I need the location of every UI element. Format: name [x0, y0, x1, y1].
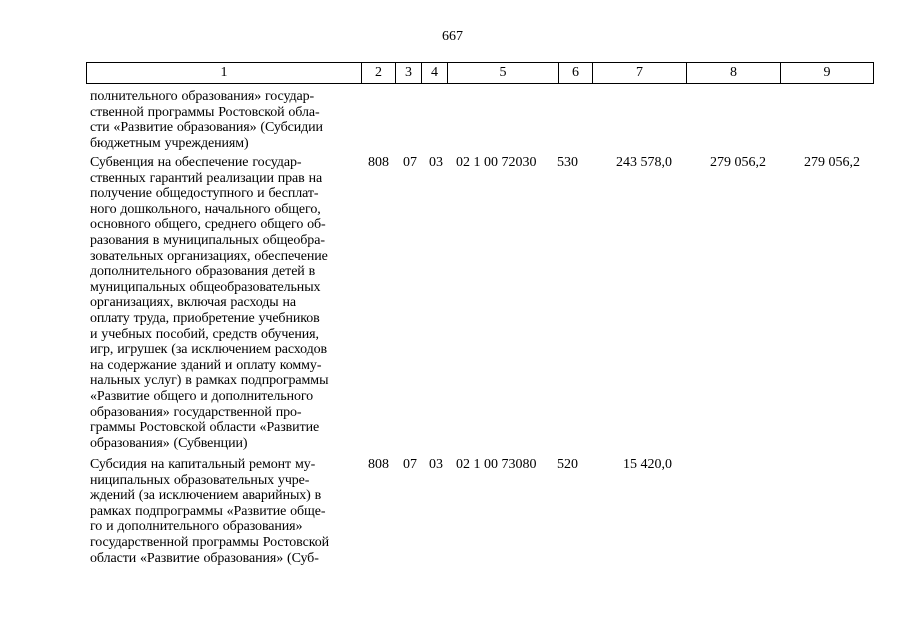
cell-amount-year1: 243 578,0	[616, 155, 672, 170]
cell-section: 07	[403, 155, 417, 170]
cell-expense-type: 530	[557, 155, 578, 170]
description-line: бюджетным учреждениям)	[90, 135, 249, 151]
description-line: зовательных организациях, обеспечение	[90, 248, 328, 264]
column-number-6: 6	[559, 63, 593, 84]
column-number-8: 8	[687, 63, 781, 84]
description-line: ственных гарантий реализации прав на	[90, 170, 323, 186]
description-line: получение общедоступного и бесплат-	[90, 186, 319, 202]
description-line: рамках подпрограммы «Развитие обще-	[90, 503, 326, 519]
cell-target-article: 02 1 00 72030	[456, 155, 537, 170]
description-line: и учебных пособий, средств обучения,	[90, 326, 319, 342]
description-line: ственной программы Ростовской обла-	[90, 104, 320, 120]
cell-ministry-code: 808	[368, 457, 389, 472]
description-line: государственной программы Ростовской	[90, 534, 330, 550]
description-line: организациях, включая расходы на	[90, 295, 296, 311]
column-number-3: 3	[396, 63, 422, 84]
description-line: го и дополнительного образования»	[90, 519, 303, 535]
description-line: на содержание зданий и оплату комму-	[90, 357, 322, 373]
column-number-1: 1	[87, 63, 362, 84]
column-number-2: 2	[362, 63, 396, 84]
description-line: «Развитие общего и дополнительного	[90, 388, 314, 404]
page-number: 667	[442, 29, 463, 44]
description-line: нальных услуг) в рамках подпрограммы	[90, 373, 329, 389]
cell-amount-year3: 279 056,2	[804, 155, 860, 170]
description-line: игр, игрушек (за исключением расходов	[90, 342, 328, 358]
description-line: Субвенция на обеспечение государ-	[90, 155, 302, 170]
description-line: образования» государственной про-	[90, 404, 302, 420]
row-description-continued	[90, 89, 354, 151]
description-line: основного общего, среднего общего об-	[90, 217, 326, 233]
column-number-header	[86, 62, 874, 84]
description-line: разования в муниципальных общеобра-	[90, 232, 325, 248]
column-number-4: 4	[422, 63, 448, 84]
description-line: граммы Ростовской области «Развитие	[90, 420, 320, 436]
column-number-5: 5	[448, 63, 559, 84]
cell-ministry-code: 808	[368, 155, 389, 170]
column-number-9: 9	[781, 63, 874, 84]
description-line: области «Развитие образования» (Суб-	[90, 550, 319, 566]
row-description-subsidy	[90, 457, 354, 566]
cell-expense-type: 520	[557, 457, 578, 472]
description-line: ниципальных образовательных учре-	[90, 472, 310, 488]
cell-subsection: 03	[429, 457, 443, 472]
description-line: полнительного образования» государ-	[90, 89, 315, 104]
description-line: дополнительного образования детей в	[90, 264, 316, 280]
description-line: оплату труда, приобретение учебников	[90, 310, 320, 326]
description-line: сти «Развитие образования» (Субсидии	[90, 120, 323, 136]
description-line: ного дошкольного, начального общего,	[90, 201, 321, 217]
description-line: образования» (Субвенции)	[90, 435, 248, 451]
cell-amount-year2: 279 056,2	[710, 155, 766, 170]
description-line: ждений (за исключением аварийных) в	[90, 488, 322, 504]
cell-amount-year1: 15 420,0	[623, 457, 672, 472]
description-line: Субсидия на капитальный ремонт му-	[90, 457, 316, 472]
cell-section: 07	[403, 457, 417, 472]
column-number-7: 7	[593, 63, 687, 84]
row-description-subvention	[90, 155, 354, 451]
cell-target-article: 02 1 00 73080	[456, 457, 537, 472]
cell-subsection: 03	[429, 155, 443, 170]
description-line: муниципальных общеобразовательных	[90, 279, 321, 295]
